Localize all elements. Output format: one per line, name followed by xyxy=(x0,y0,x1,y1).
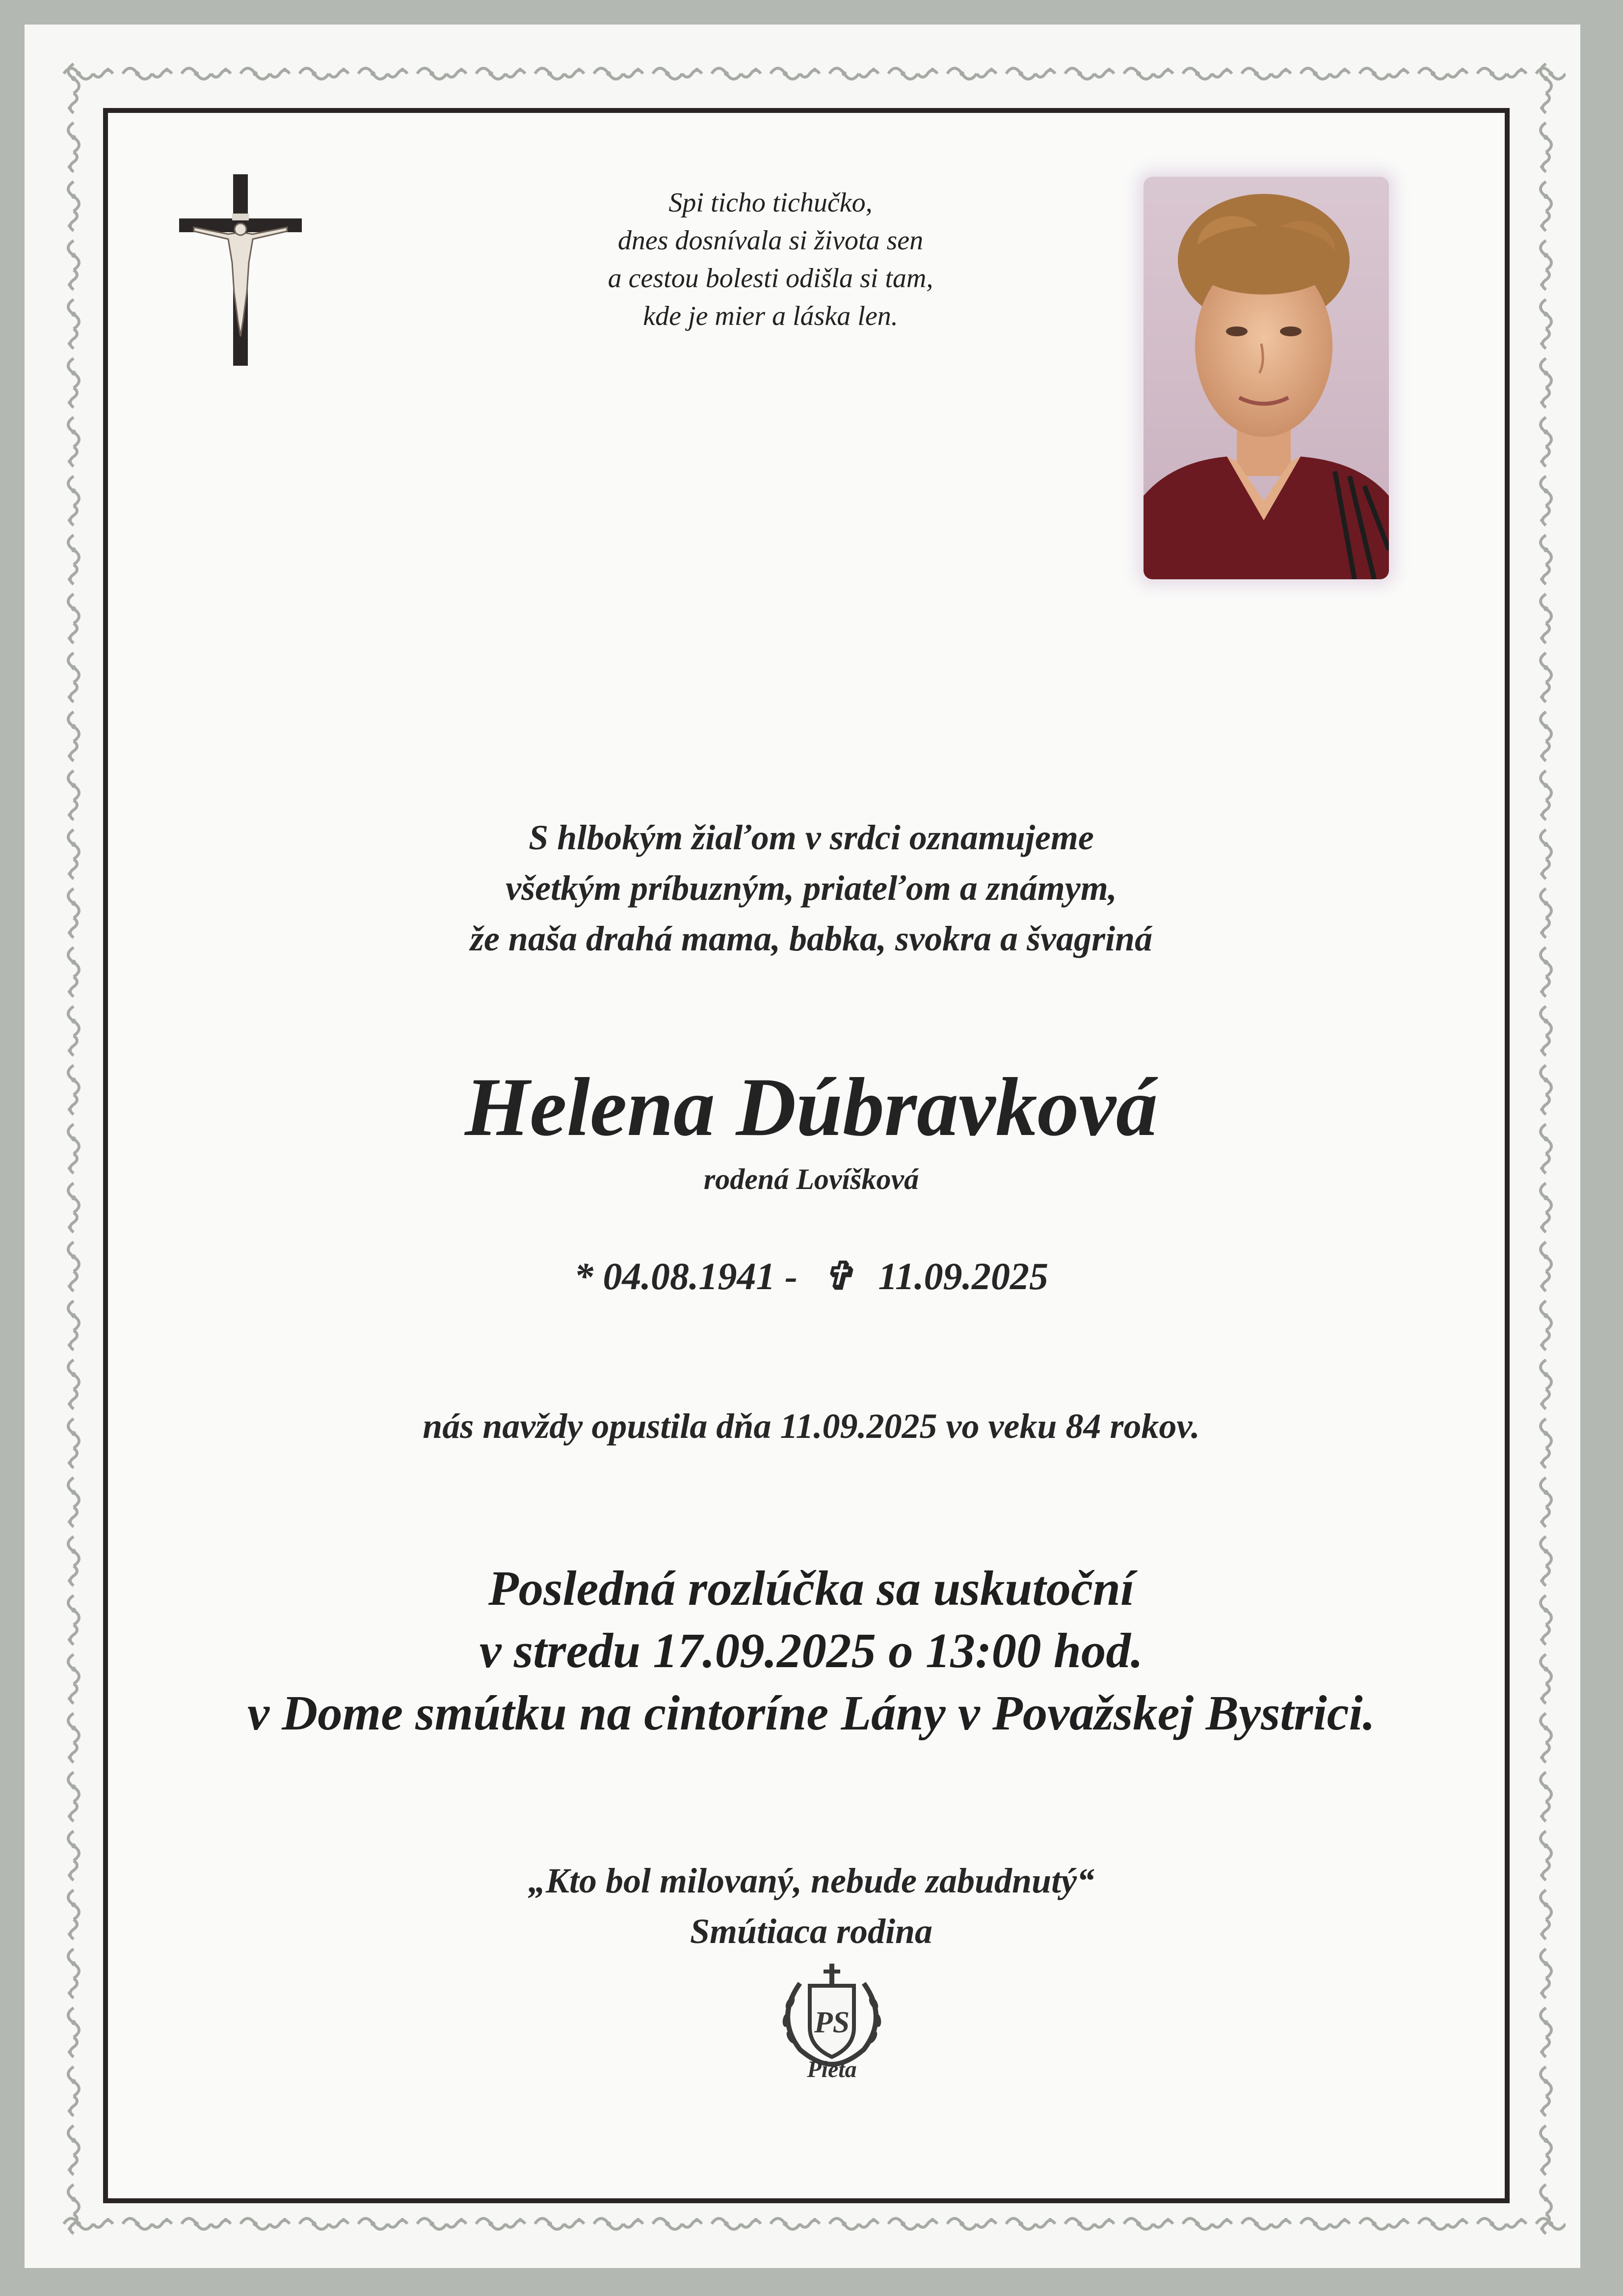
poem-line: a cestou bolesti odišla si tam, xyxy=(608,263,933,294)
ceremony-line: v stredu 17.09.2025 o 13:00 hod. xyxy=(479,1623,1144,1678)
memorial-poem xyxy=(481,184,1060,335)
ceremony-line: Posledná rozlúčka sa uskutoční xyxy=(488,1561,1135,1616)
maiden-name: rodená Lovíšková xyxy=(703,1163,919,1195)
funeral-service-name: Pieta xyxy=(807,2056,857,2082)
announcement-intro xyxy=(103,812,1519,964)
life-dates xyxy=(103,1252,1519,1301)
closing-section xyxy=(103,1856,1519,1957)
intro-line: všetkým príbuzným, priateľom a známym, xyxy=(506,868,1117,908)
death-cross-icon: ✞ xyxy=(822,1255,854,1297)
date-separator: - xyxy=(784,1255,798,1297)
poem-line: Spi ticho tichučko, xyxy=(668,188,873,218)
ceremony-line: v Dome smútku na cintoríne Lány v Považskej Bystrici. xyxy=(247,1685,1375,1740)
intro-line: že naša drahá mama, babka, svokra a švagriná xyxy=(470,919,1153,958)
crucifix-icon xyxy=(179,174,302,366)
poem-line: kde je mier a láska len. xyxy=(643,301,898,331)
closing-quote: „Kto bol milovaný, nebude zabudnutý“ xyxy=(528,1861,1095,1900)
passing-statement: nás navždy opustila dňa 11.09.2025 vo veku 84 rokov. xyxy=(423,1406,1200,1446)
portrait-photo xyxy=(1144,177,1389,579)
death-date: 11.09.2025 xyxy=(878,1255,1049,1297)
family-signature: Smútiaca rodina xyxy=(690,1912,933,1951)
poem-line: dnes dosnívala si života sen xyxy=(617,225,924,256)
deceased-name: Helena Dúbravková xyxy=(465,1061,1158,1153)
intro-line: S hlbokým žiaľom v srdci oznamujeme xyxy=(529,818,1094,857)
funeral-ceremony-info xyxy=(103,1557,1519,1744)
birth-date: 04.08.1941 xyxy=(603,1255,775,1297)
birth-symbol: * xyxy=(574,1255,593,1297)
logo-monogram: PS xyxy=(814,2006,850,2039)
